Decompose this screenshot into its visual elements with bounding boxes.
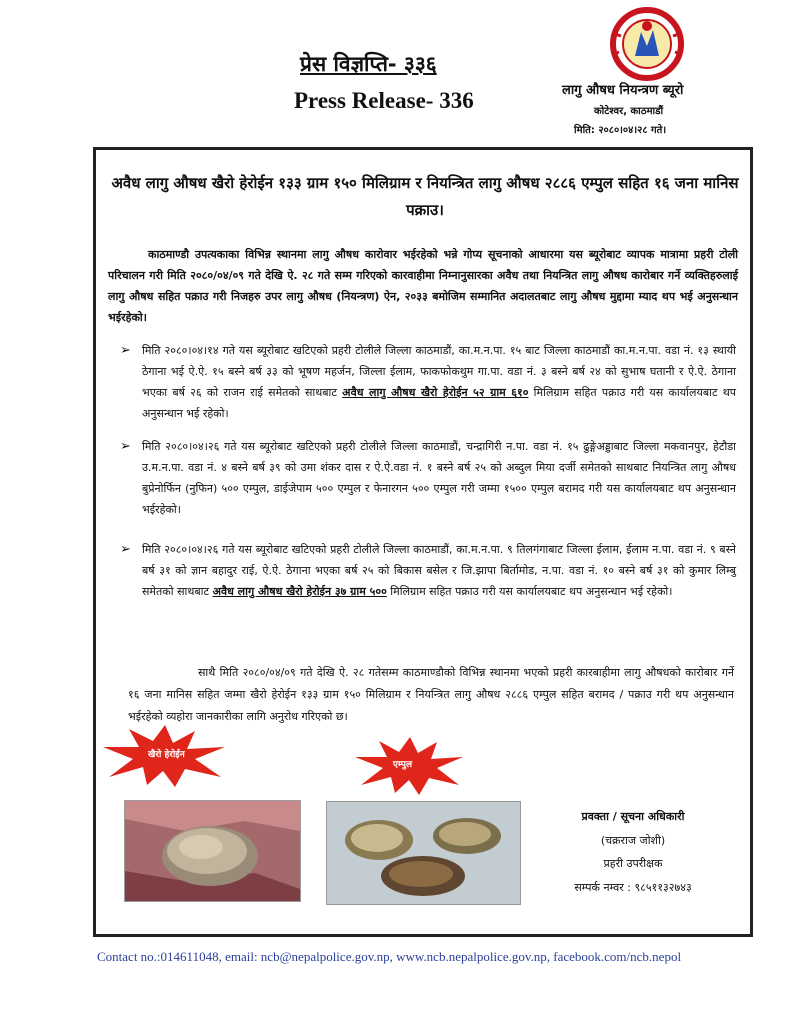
signatory-title: प्रवक्ता / सूचना अधिकारी	[581, 810, 685, 823]
org-location: कोटेश्वर, काठमाडौं	[594, 106, 664, 117]
case-highlight: अवैध लागु औषध खैरो हेरोईन ३७ ग्राम ५००	[212, 585, 387, 598]
summary-paragraph: साथै मिति २०८०/०४/०९ गते देखि ऐ. २८ गतेसम्म काठमाण्डौको विभिन्न स्थानमा भएको प्रहरी कारबाहीमा लागु औषधको कारोबार गर्ने १६ जना मानिस सहित जम्मा खैरो हेरोईन १३३ ग्राम १५० मिलिग्राम र नियन्त्रित लागु औषध २८८६ एम्पुल सहित बरामद / पक्राउ गरी थप अनुसन्धान भईरहेको व्यहोरा जानकारीका लागि अनुरोध गरिएको छ।	[128, 666, 734, 723]
headline: अवैध लागु औषध खैरो हेरोईन १३३ ग्राम १५० मिलिग्राम र नियन्त्रित लागु औषध २८८६ एम्पुल सहित १६ जना मानिस पक्राउ।	[111, 174, 739, 219]
signatory-contact: सम्पर्क नम्वर : ९८५११३२७४३	[574, 881, 692, 894]
case-highlight: अवैध लागु औषध खैरो हेरोईन ५२ ग्राम ६१०	[342, 386, 529, 399]
signatory-name: (चक्रराज जोशी)	[600, 834, 666, 847]
org-name: लागु औषध नियन्त्रण ब्यूरो	[562, 83, 684, 98]
case-item-3	[120, 539, 736, 602]
case-item-2	[120, 436, 736, 520]
footer-contact: Contact no.:014611048, email: ncb@nepalpolice.gov.np, www.ncb.nepalpolice.gov.np, facebook.com/ncb.nepol	[97, 949, 682, 964]
intro-paragraph: काठमाण्डौ उपत्यकाका विभिन्न स्थानमा लागु औषध कारोवार भईरहेको भन्ने गोप्य सूचनाको आधारमा यस ब्यूरोबाट व्यापक मात्रामा प्रहरी टोली परिचालन गरी मिति २०८०/०४/०९ गते देखि ऐ. २८ गते सम्म गरिएको कारवाहीमा निम्नानुसारका अवैध तथा नियन्त्रित लागु औषध कारोबार गर्ने व्यक्तिहरुलाई लागु औषध सहित पक्राउ गरी निजहरु उपर लागु औषध (नियन्त्रण) ऐन, २०३३ बमोजिम सम्मानित अदालतबाट लागु औषध मुद्दामा म्याद थप भई अनुसन्धान भईरहेको।	[108, 248, 738, 324]
ampoule-photo	[326, 801, 521, 905]
arrow-bullet-icon: ➢	[120, 343, 131, 358]
ampoule-label: एम्पुल	[393, 760, 413, 770]
press-release-title-en: Press Release- 336	[294, 88, 474, 113]
arrow-bullet-icon: ➢	[120, 439, 131, 454]
case-text: मिति २०८०।०४।२६ गते यस ब्यूरोबाट खटिएको प्रहरी टोलीले जिल्ला काठमाडौं, का.म.न.पा. ९ तिलगंगाबाट जिल्ला ईलाम, ईलाम न.पा. वडा नं. ९ बस्ने बर्ष ३१ को ज्ञान बहादुर राई, ऐ.ऐ. ठेगाना भएका बर्ष २५ को बिकास बसेल र जि.झापा बिर्तामोड, न.पा. वडा नं. १० बस्ने बर्ष ३१ को कुमार लिम्बु समेतको साथबाट अवैध लागु औषध खैरो हेरोईन ३७ ग्राम ५०० मिलिग्राम सहित पक्राउ गरी यस कार्यालयबाट थप अनुसन्धान भई रहेको।	[142, 543, 736, 598]
nepal-police-emblem-icon	[607, 6, 687, 82]
arrow-bullet-icon: ➢	[120, 542, 131, 557]
case-item-1	[120, 340, 736, 424]
press-release-title-np: प्रेस विज्ञप्ति- ३३६	[300, 52, 437, 76]
heroin-photo	[124, 800, 301, 902]
heroin-label: खैरो हेरोईन	[148, 750, 185, 760]
case-text: मिति २०८०।०४।१४ गते यस ब्यूरोबाट खटिएको प्रहरी टोलीले जिल्ला काठमाडौं, का.म.न.पा. १५ बाट जिल्ला काठमाडौं का.म.न.पा. वडा नं. १३ स्थायी ठेगाना भई ऐ.ऐ. १५ बस्ने बर्ष ३३ को भूषण महर्जन, जिल्ला ईलाम, फाकफोकथुम गा.पा. वडा नं. ३ बस्ने बर्ष २४ को सुभाष घतानी र ऐ.ऐ. ठेगाना भएका बर्ष २६ को राजन राई समेतको साथबाट अवैध लागु औषध खैरो हेरोईन ५२ ग्राम ६१० मिलिग्राम सहित पक्राउ गरी यस कार्यालयबाट थप अनुसन्धान भई रहेको।	[142, 344, 736, 420]
release-date: मिति: २०८०।०४।२८ गते।	[574, 125, 667, 136]
case-text: मिति २०८०।०४।२६ गते यस ब्यूरोबाट खटिएको प्रहरी टोलीले जिल्ला काठमाडौं, चन्द्रागिरी न.पा. वडा नं. १५ ढुङ्गेअड्डाबाट जिल्ला मकवानपुर, हेटौडा उ.म.न.पा. वडा नं. ४ बस्ने बर्ष ३९ को उमा शंकर दास र ऐ.ऐ.वडा नं. १ बस्ने बर्ष २५ को अब्दुल मिया दर्जी समेतको साथबाट नियन्त्रित लागु औषध बुप्रेनोर्फिन (नुफिन) ५०० एम्पुल, डाईजेपाम ५०० एम्पुल र फेनारगन ५०० एम्पुल गरी जम्मा १५०० एम्पुल बरामद गरी यस कार्यालयबाट थप अनुसन्धान भईरहेको।	[142, 440, 736, 516]
signatory-rank: प्रहरी उपरीक्षक	[603, 857, 663, 870]
